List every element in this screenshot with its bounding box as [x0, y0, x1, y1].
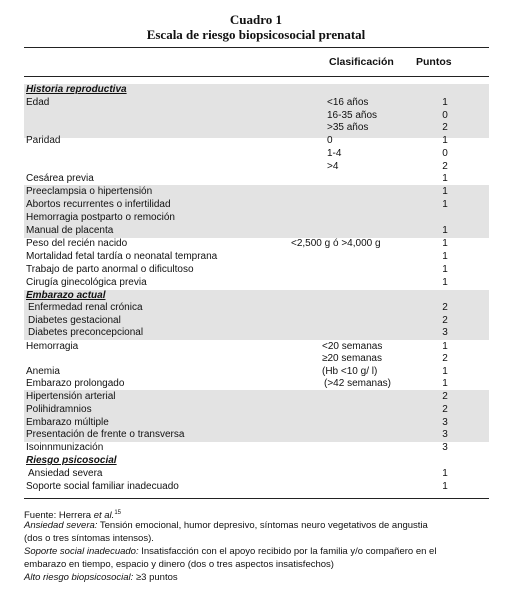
- row-points: 2: [442, 315, 448, 326]
- row-label: Paridad: [26, 135, 61, 146]
- row-label: Anemia: [26, 366, 60, 377]
- row-class: (Hb <10 g/ l): [322, 366, 378, 377]
- row-points: 1: [442, 225, 448, 236]
- row-label: Abortos recurrentes o infertilidad: [26, 199, 171, 210]
- row-label: Trabajo de parto anormal o dificultoso: [26, 264, 194, 275]
- row-label: Polihidramnios: [26, 404, 92, 415]
- row-points: 3: [442, 442, 448, 453]
- header-rule: [24, 76, 489, 77]
- row-points: 1: [442, 481, 448, 492]
- row-label: Cirugía ginecológica previa: [26, 277, 147, 288]
- source-ref: 15: [114, 510, 121, 516]
- row-points: 1: [442, 341, 448, 352]
- section-embarazo: Embarazo actual: [26, 290, 106, 301]
- row-label: Hemorragia: [26, 341, 79, 352]
- section-historia: Historia reproductiva: [26, 84, 127, 95]
- row-label: Hipertensión arterial: [26, 391, 116, 402]
- row-label: Presentación de frente o transversa: [26, 429, 185, 440]
- row-points: 1: [442, 378, 448, 389]
- row-label: Soporte social familiar inadecuado: [26, 481, 179, 492]
- row-class: >35 años: [327, 122, 369, 133]
- row-points: 1: [442, 97, 448, 108]
- row-points: 1: [442, 173, 448, 184]
- row-points: 1: [442, 277, 448, 288]
- row-label: Mortalidad fetal tardía o neonatal temprana: [26, 251, 218, 262]
- header-puntos: Puntos: [416, 56, 452, 68]
- row-class: (>42 semanas): [324, 378, 391, 389]
- note-term: Alto riesgo biopsicosocial:: [24, 572, 134, 583]
- row-class: <20 semanas: [322, 341, 383, 352]
- row-label: Preeclampsia o hipertensión: [26, 186, 153, 197]
- row-label: Edad: [26, 97, 50, 108]
- row-points: 2: [442, 122, 448, 133]
- source-label: Fuente: Herrera: [24, 510, 94, 522]
- row-class: 1-4: [327, 148, 342, 159]
- note-def: Tensión emocional, humor depresivo, síntomas neuro vegetativos de angustia: [97, 520, 428, 531]
- row-class: <16 años: [327, 97, 369, 108]
- note-ansiedad: [24, 520, 428, 532]
- table-title: Escala de riesgo biopsicosocial prenatal: [146, 27, 366, 42]
- row-class: >4: [327, 161, 339, 172]
- row-points: 1: [442, 366, 448, 377]
- row-points: 1: [442, 199, 448, 210]
- row-points: 2: [442, 161, 448, 172]
- row-class: 0: [327, 135, 333, 146]
- note-def: ≥3 puntos: [133, 572, 178, 583]
- header-clasificacion: Clasificación: [329, 56, 394, 68]
- row-points: 3: [442, 429, 448, 440]
- row-points: 0: [442, 110, 448, 121]
- row-points: 3: [442, 327, 448, 338]
- note-term: Soporte social inadecuado:: [24, 546, 139, 557]
- row-class: <2,500 g ó >4,000 g: [291, 238, 381, 249]
- note-soporte-cont: embarazo en tiempo, espacio y dinero (dos o tres aspectos insatisfechos): [24, 559, 334, 570]
- note-def: Insatisfacción con el apoyo recibido por la familia y/o compañero en el: [138, 546, 437, 557]
- row-label: Embarazo prolongado: [26, 378, 125, 389]
- row-points: 3: [442, 417, 448, 428]
- row-label: Isoinnmunización: [26, 442, 104, 453]
- row-label: Hemorragia postparto o remoción: [26, 212, 175, 223]
- row-label: Peso del recién nacido: [26, 238, 128, 249]
- row-points: 1: [442, 264, 448, 275]
- row-class: ≥20 semanas: [322, 353, 382, 364]
- row-label: Embarazo múltiple: [26, 417, 109, 428]
- row-label: Ansiedad severa: [28, 468, 103, 479]
- row-label: Diabetes preconcepcional: [28, 327, 144, 338]
- row-points: 1: [442, 135, 448, 146]
- row-points: 1: [442, 186, 448, 197]
- top-rule: [24, 47, 489, 48]
- note-soporte: [24, 546, 436, 558]
- row-label: Enfermedad renal crónica: [28, 302, 143, 313]
- bottom-rule: [24, 498, 489, 499]
- row-points: 1: [442, 251, 448, 262]
- row-points: 2: [442, 404, 448, 415]
- row-label: Manual de placenta: [26, 225, 114, 236]
- row-label: Cesárea previa: [26, 173, 94, 184]
- section-riesgo: Riesgo psicosocial: [26, 455, 117, 466]
- row-points: 1: [442, 468, 448, 479]
- row-points: 2: [442, 391, 448, 402]
- note-alto: [24, 572, 178, 584]
- note-term: Ansiedad severa:: [24, 520, 98, 531]
- note-ansiedad-cont: (dos o tres síntomas intensos).: [24, 533, 154, 544]
- row-class: 16-35 años: [327, 110, 378, 121]
- row-points: 2: [442, 302, 448, 313]
- row-label: Diabetes gestacional: [28, 315, 121, 326]
- row-points: 1: [442, 238, 448, 249]
- row-points: 2: [442, 353, 448, 364]
- source-etal: et al.: [93, 510, 115, 522]
- table-number: Cuadro 1: [229, 12, 283, 27]
- row-points: 0: [442, 148, 448, 159]
